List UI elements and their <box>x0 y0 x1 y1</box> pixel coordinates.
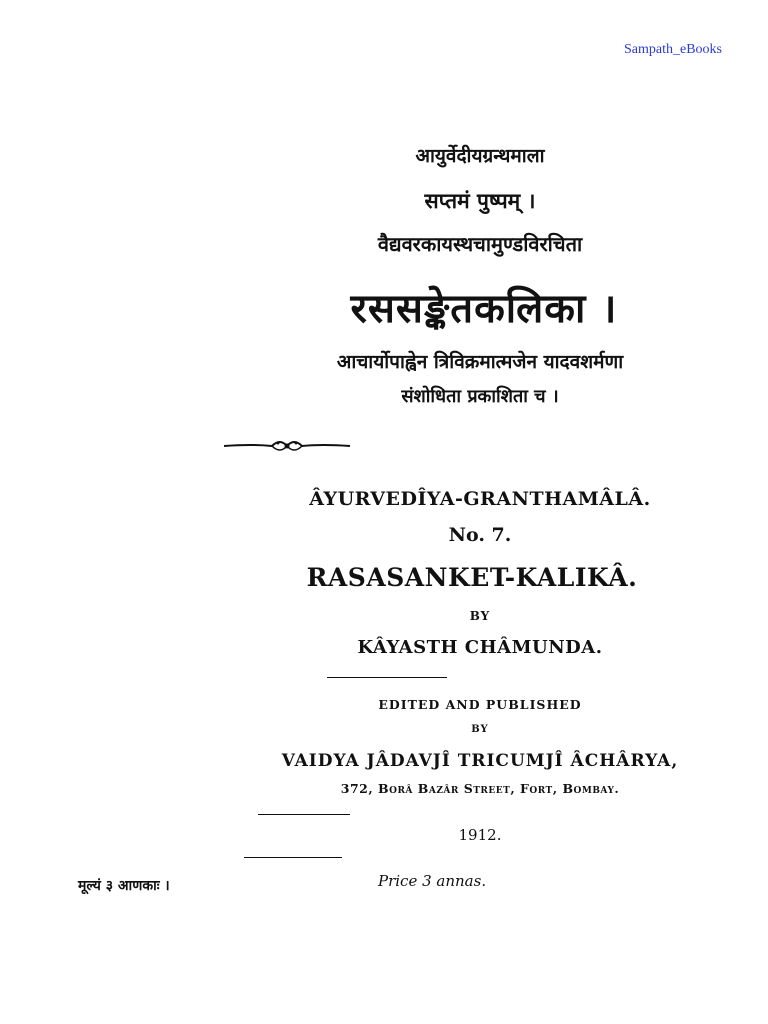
english-book-title: RASASANKET-KALIKÂ. <box>306 563 638 592</box>
divider-rule <box>327 677 447 678</box>
by-label-2: BY <box>471 724 489 735</box>
english-series-title: ÂYURVEDÎYA-GRANTHAMÂLÂ. <box>309 488 651 510</box>
sanskrit-volume-number: सप्तमं पुष्पम् । <box>424 189 536 213</box>
sanskrit-editor-line: आचार्योपाह्वेन त्रिविक्रमात्मजेन यादवशर्मणा <box>336 351 624 373</box>
english-author: KÂYASTH CHÂMUNDA. <box>357 637 603 658</box>
ornament-divider-icon <box>222 434 352 462</box>
price-sanskrit: मूल्यं ३ आणकाः । <box>78 878 170 894</box>
edited-published-label: EDITED AND PUBLISHED <box>378 697 582 712</box>
divider-rule-top <box>258 814 350 815</box>
watermark-label: Sampath_eBooks <box>624 42 722 57</box>
sanskrit-author-line: वैद्यवरकायस्थचामुण्डविरचिता <box>377 232 583 256</box>
sanskrit-book-title: रससङ्केतकलिका । <box>350 286 618 332</box>
sanskrit-published-line: संशोधिता प्रकाशिता च । <box>401 386 559 407</box>
publication-year: 1912. <box>458 826 502 844</box>
sanskrit-series-title: आयुर्वेदीयग्रन्थमाला <box>415 145 545 167</box>
price-english: Price 3 annas. <box>378 872 487 890</box>
english-editor: VAIDYA JÂDAVJÎ TRICUMJÎ ÂCHÂRYA, <box>281 751 679 771</box>
divider-rule-bottom <box>244 857 342 858</box>
by-label: BY <box>469 609 491 623</box>
publisher-address: 372, Borâ Bazâr Street, Fort, Bombay. <box>340 781 620 796</box>
english-volume-number: No. 7. <box>448 524 512 546</box>
